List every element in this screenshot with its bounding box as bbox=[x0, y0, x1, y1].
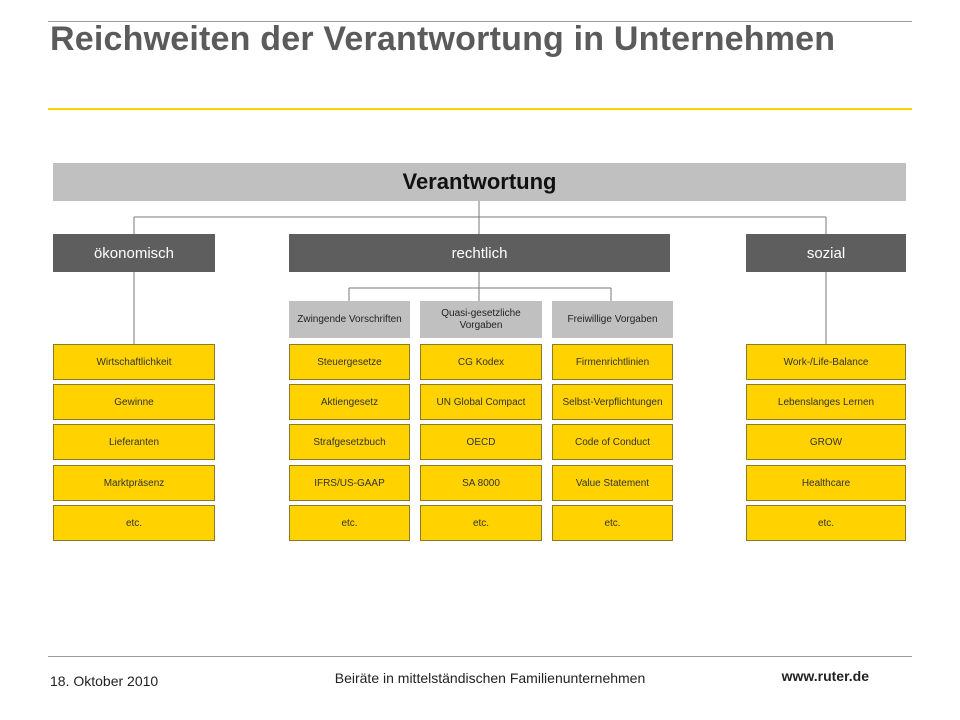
item-freiwillig-4: Value Statement bbox=[552, 465, 673, 501]
footer-divider bbox=[48, 656, 912, 657]
item-oekonomisch-3: Lieferanten bbox=[53, 424, 215, 460]
item-sozial-5: etc. bbox=[746, 505, 906, 541]
item-zwingend-3: Strafgesetzbuch bbox=[289, 424, 410, 460]
subcategory-zwingend: Zwingende Vorschriften bbox=[289, 301, 410, 338]
item-quasi-1: CG Kodex bbox=[420, 344, 542, 380]
item-quasi-2: UN Global Compact bbox=[420, 384, 542, 420]
item-zwingend-2: Aktiengesetz bbox=[289, 384, 410, 420]
item-sozial-2: Lebenslanges Lernen bbox=[746, 384, 906, 420]
item-oekonomisch-4: Marktpräsenz bbox=[53, 465, 215, 501]
item-zwingend-4: IFRS/US-GAAP bbox=[289, 465, 410, 501]
item-quasi-3: OECD bbox=[420, 424, 542, 460]
item-sozial-1: Work-/Life-Balance bbox=[746, 344, 906, 380]
subcategory-quasi: Quasi-gesetzliche Vorgaben bbox=[420, 301, 542, 338]
subcategory-freiwillig: Freiwillige Vorgaben bbox=[552, 301, 673, 338]
footer-title: Beiräte in mittelständischen Familienunternehmen bbox=[334, 670, 646, 686]
item-freiwillig-2: Selbst-Verpflichtungen bbox=[552, 384, 673, 420]
footer-website: www.ruter.de bbox=[781, 668, 869, 684]
item-freiwillig-1: Firmenrichtlinien bbox=[552, 344, 673, 380]
item-oekonomisch-2: Gewinne bbox=[53, 384, 215, 420]
category-oekonomisch: ökonomisch bbox=[53, 234, 215, 272]
item-freiwillig-5: etc. bbox=[552, 505, 673, 541]
footer-date: 18. Oktober 2010 bbox=[50, 673, 159, 689]
category-rechtlich: rechtlich bbox=[289, 234, 670, 272]
item-sozial-4: Healthcare bbox=[746, 465, 906, 501]
category-sozial: sozial bbox=[746, 234, 906, 272]
item-sozial-3: GROW bbox=[746, 424, 906, 460]
item-zwingend-1: Steuergesetze bbox=[289, 344, 410, 380]
item-zwingend-5: etc. bbox=[289, 505, 410, 541]
root-node-verantwortung: Verantwortung bbox=[53, 163, 906, 201]
item-freiwillig-3: Code of Conduct bbox=[552, 424, 673, 460]
item-oekonomisch-1: Wirtschaftlichkeit bbox=[53, 344, 215, 380]
page-title: Reichweiten der Verantwortung in Unternehmen bbox=[50, 20, 836, 58]
item-quasi-4: SA 8000 bbox=[420, 465, 542, 501]
item-oekonomisch-5: etc. bbox=[53, 505, 215, 541]
item-quasi-5: etc. bbox=[420, 505, 542, 541]
